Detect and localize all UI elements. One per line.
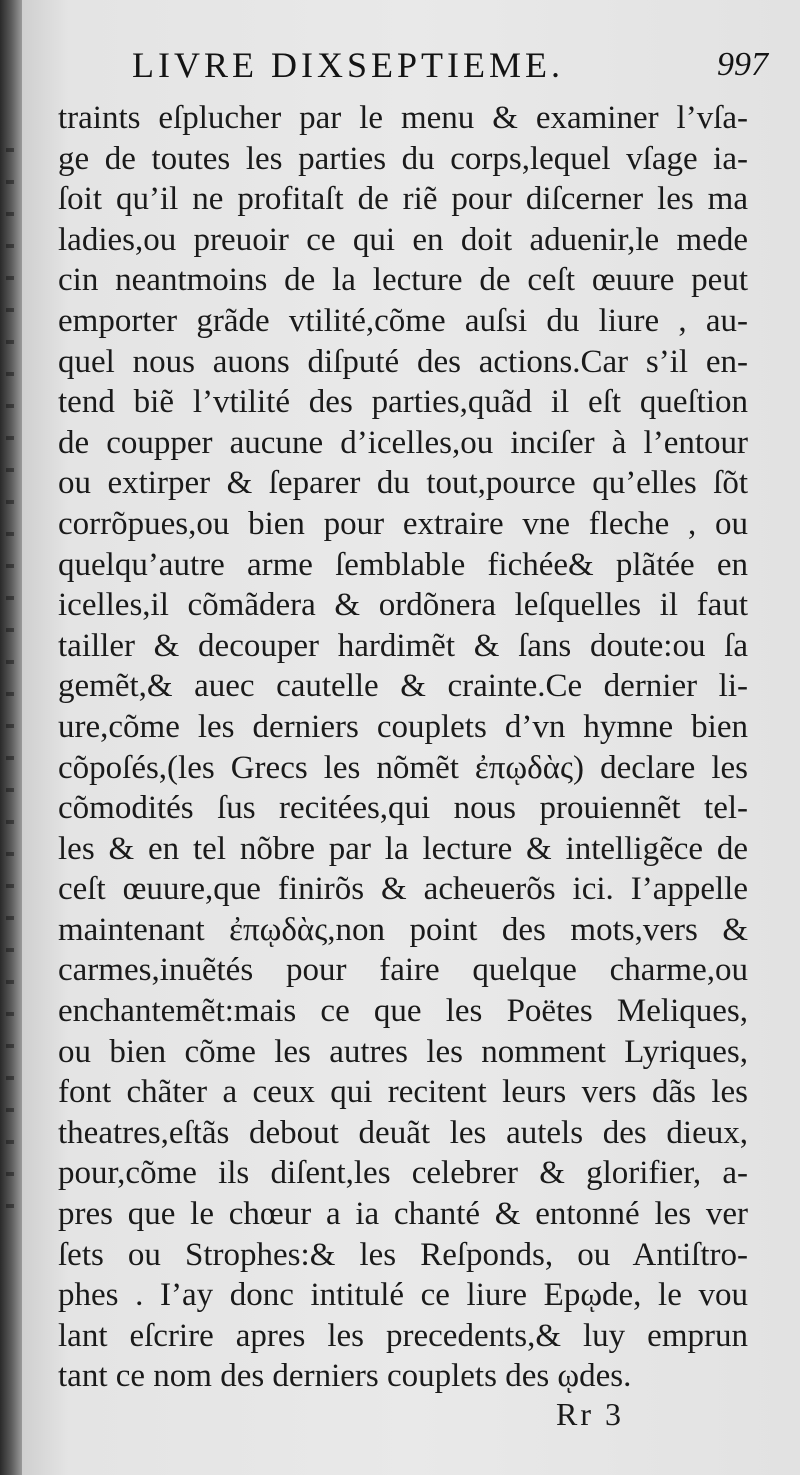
- text-line: traints eſplucher par le menu & examiner l’vſa-: [58, 100, 748, 136]
- text-line: font chãter a ceux qui recitent leurs vers dãs les: [58, 1074, 748, 1111]
- text-line: maintenant ἐπῳδὰς,non point des mots,vers &: [58, 911, 748, 948]
- page-number: 997: [717, 46, 768, 83]
- binding-gutter: [0, 0, 22, 1475]
- text-line: emporter grãde vtilité,cõme auſsi du liure , au-: [58, 302, 748, 339]
- text-line: corrõpues,ou bien pour extraire vne fleche , ou: [58, 505, 748, 542]
- text-line: theatres,eſtãs debout deuãt les autels des dieux,: [58, 1114, 748, 1151]
- text-line: pres que le chœur a ia chanté & entonné les ver: [58, 1196, 748, 1233]
- running-head: LIVRE DIXSEPTIEME.: [132, 45, 564, 85]
- text-line: ure,cõme les derniers couplets d’vn hymne bien: [58, 708, 748, 745]
- text-line: ſoit qu’il ne profitaſt de riẽ pour diſcerner les ma: [58, 181, 748, 218]
- text-line: cõpoſés,(les Grecs les nõmẽt ἐπῳδὰς) declare les: [58, 749, 748, 786]
- text-line: tailler & decouper hardimẽt & ſans doute:ou ſa: [58, 627, 748, 664]
- text-line: carmes,inuẽtés pour faire quelque charme,ou: [58, 952, 748, 989]
- text-line: enchantemẽt:mais ce que les Poëtes Meliques,: [58, 993, 748, 1030]
- page-header: [132, 44, 772, 94]
- text-line: ou bien cõme les autres les nomment Lyriques,: [58, 1033, 748, 1070]
- text-line: icelles,il cõmãdera & ordõnera leſquelles il faut: [58, 587, 748, 624]
- text-line: les & en tel nõbre par la lecture & intelligẽce de: [58, 830, 748, 867]
- text-line: pour,cõme ils diſent,les celebrer & glorifier, a-: [58, 1155, 748, 1192]
- facing-page-edge: [6, 120, 14, 1220]
- text-line: quelqu’autre arme ſemblable fichée& plãtée en: [58, 546, 748, 583]
- signature-mark: Rr 3: [556, 1396, 624, 1432]
- text-line: tant ce nom des derniers couplets des ῳdes.: [58, 1358, 632, 1395]
- text-line: lant eſcrire apres les precedents,& luy emprun: [58, 1317, 748, 1354]
- text-line: phes . I’ay donc intitulé ce liure Epῳde, le vou: [58, 1277, 748, 1314]
- text-line: ladies,ou preuoir ce qui en doit aduenir,le mede: [58, 221, 748, 258]
- text-line: ge de toutes les parties du corps,lequel vſage ia-: [58, 140, 748, 177]
- text-line: ſets ou Strophes:& les Reſponds, ou Antiſtro-: [58, 1236, 748, 1273]
- text-line: gemẽt,& auec cautelle & crainte.Ce dernier li-: [58, 668, 748, 705]
- text-line: tend biẽ l’vtilité des parties,quãd il eſt queſtion: [58, 384, 748, 421]
- text-line: quel nous auons diſputé des actions.Car s’il en-: [58, 343, 748, 380]
- body-text: [58, 98, 748, 1397]
- text-line: cõmodités ſus recitées,qui nous prouiennẽt tel-: [58, 790, 748, 827]
- text-line: de coupper aucune d’icelles,ou inciſer à l’entour: [58, 424, 748, 461]
- text-line: ceſt œuure,que finirõs & acheuerõs ici. I’appelle: [58, 871, 748, 908]
- text-line: ou extirper & ſeparer du tout,pource qu’elles ſõt: [58, 465, 748, 502]
- text-line: cin neantmoins de la lecture de ceſt œuure peut: [58, 262, 748, 299]
